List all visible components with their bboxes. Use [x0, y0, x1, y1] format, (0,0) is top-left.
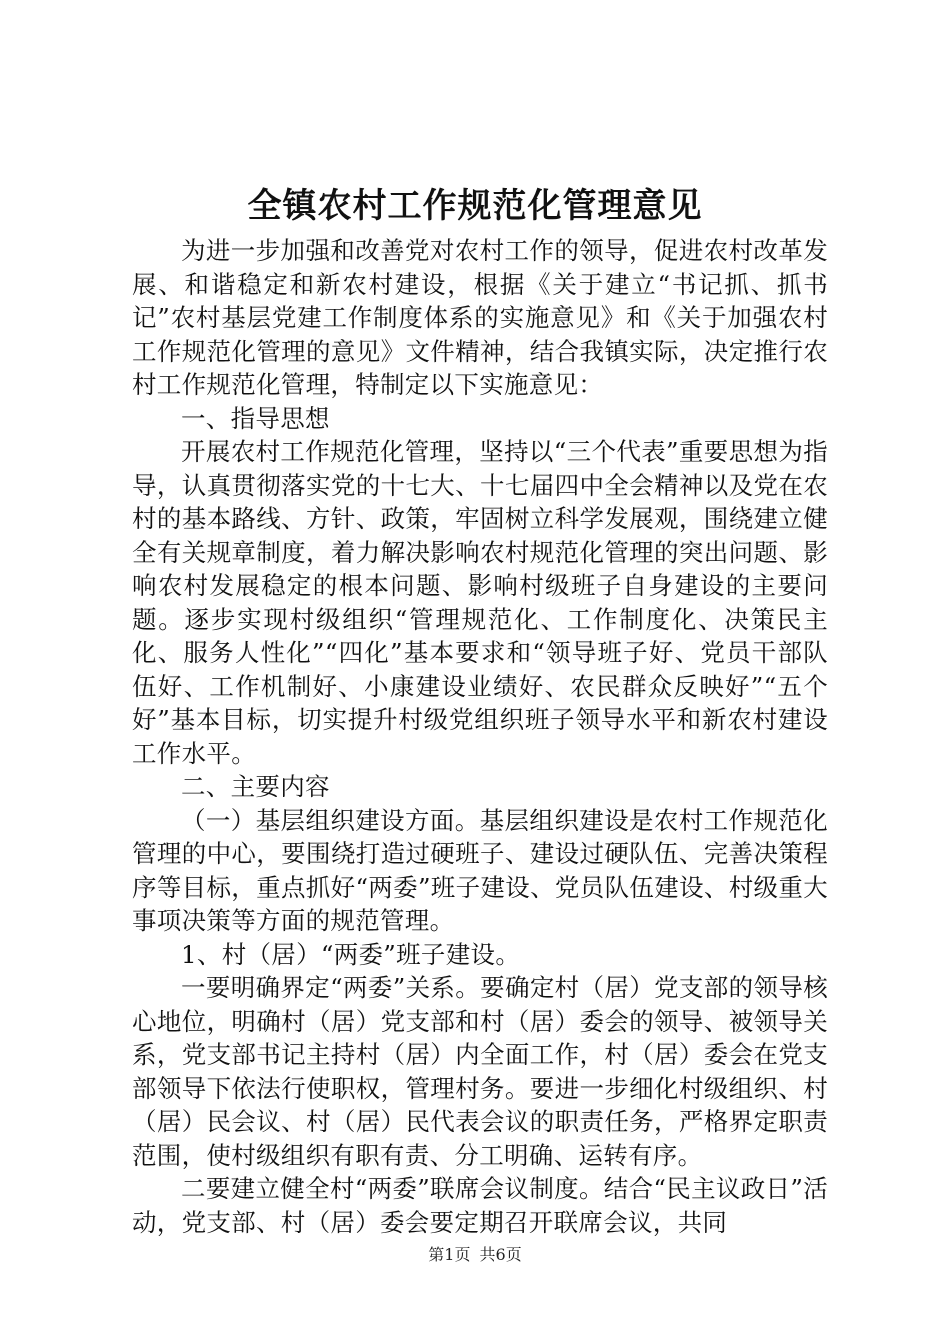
paragraph-joint-meeting: 二要建立健全村“两委”联席会议制度。结合“民主议政日”活动，党支部、村（居）委会要定期召开联席会议，共同 [132, 1174, 828, 1237]
paragraph-define-relations: 一要明确界定“两委”关系。要确定村（居）党支部的领导核心地位，明确村（居）党支部和村（居）委会的领导、被领导关系，党支部书记主持村（居）内全面工作，村（居）委会在党支部领导下依法行使职权，管理村务。要进一步细化村级组织、村（居）民会议、村（居）民代表会议的职责任务，严格界定职责范围，使村级组织有职有责、分工明确、运转有序。 [132, 973, 828, 1170]
document-body [132, 234, 828, 1239]
page-number: 第1页 [428, 1245, 471, 1264]
page-total: 共6页 [479, 1245, 522, 1264]
heading-main-content: 二、主要内容 [181, 772, 330, 801]
page-footer [0, 1244, 950, 1266]
paragraph-guiding-ideology: 开展农村工作规范化管理，坚持以“三个代表”重要思想为指导，认真贯彻落实党的十七大、十七届四中全会精神以及党在农村的基本路线、方针、政策，牢固树立科学发展观，围绕建立健全有关规章制度，着力解决影响农村规范化管理的突出问题、影响农村发展稳定的根本问题、影响村级班子自身建设的主要问题。逐步实现村级组织“管理规范化、工作制度化、决策民主化、服务人性化”“四化”基本要求和“领导班子好、党员干部队伍好、工作机制好、小康建设业绩好、农民群众反映好”“五个好”基本目标，切实提升村级党组织班子领导水平和新农村建设工作水平。 [132, 437, 828, 768]
document-title: 全镇农村工作规范化管理意见 [247, 186, 703, 226]
paragraph-grassroots-organization: （一）基层组织建设方面。基层组织建设是农村工作规范化管理的中心，要围绕打造过硬班子、建设过硬队伍、完善决策程序等目标，重点抓好“两委”班子建设、党员队伍建设、村级重大事项决策等方面的规范管理。 [132, 805, 828, 935]
heading-guiding-ideology: 一、指导思想 [181, 403, 330, 433]
heading-two-committees: 1、村（居）“两委”班子建设。 [181, 939, 521, 969]
paragraph-intro: 为进一步加强和改善党对农村工作的领导，促进农村改革发展、和谐稳定和新农村建设，根据《关于建立“书记抓、抓书记”农村基层党建工作制度体系的实施意见》和《关于加强农村工作规范化管理的意见》文件精神，结合我镇实际，决定推行农村工作规范化管理，特制定以下实施意见： [132, 236, 828, 399]
